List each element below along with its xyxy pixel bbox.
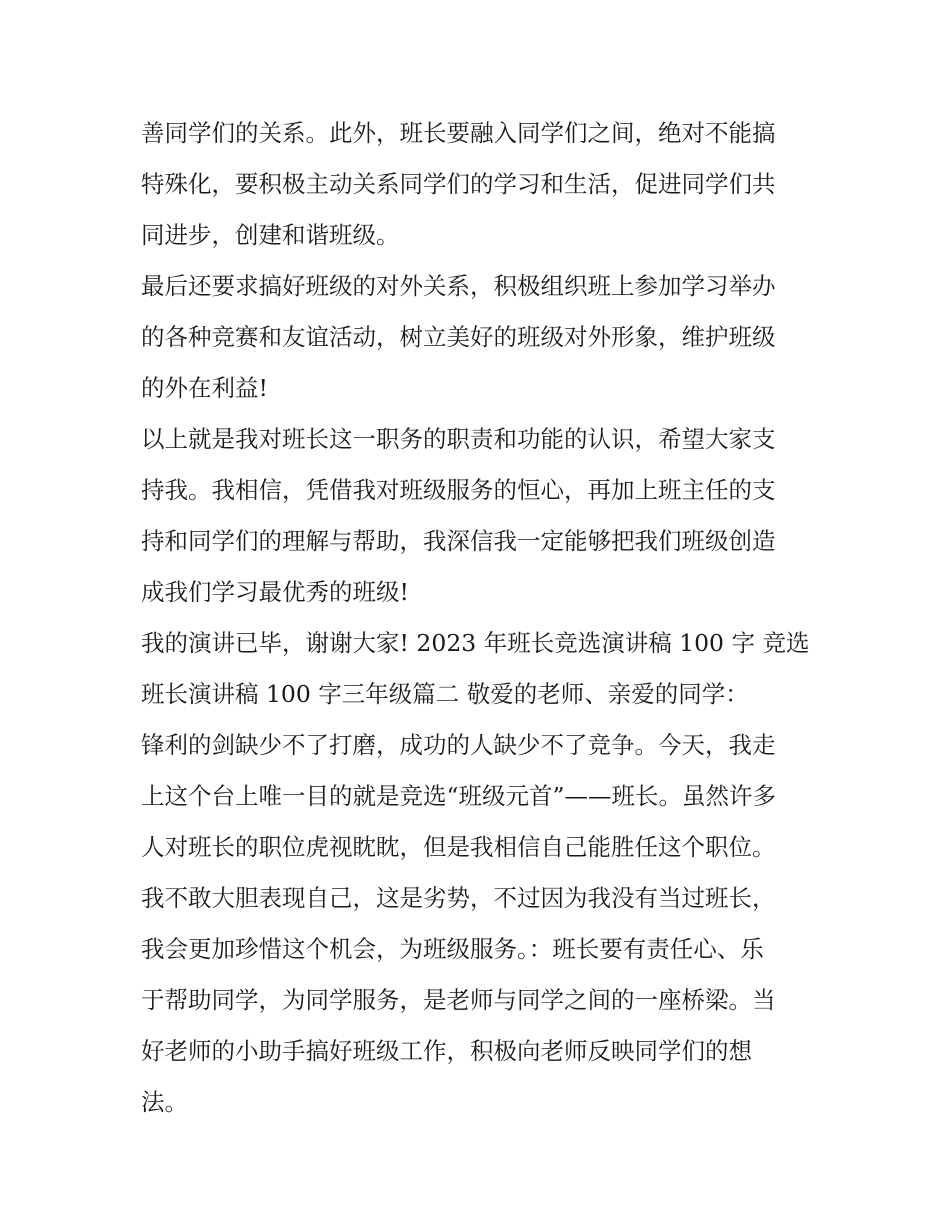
text-line: 班长演讲稿 100 字三年级篇二 敬爱的老师、亲爱的同学： <box>141 680 749 708</box>
text-line: 善同学们的关系。此外，班长要融入同学们之间，绝对不能搞 <box>141 119 776 147</box>
text-line: 人对班长的职位虎视眈眈，但是我相信自己能胜任这个职位。 <box>141 833 776 861</box>
text-line: 我不敢大胆表现自己，这是劣势，不过因为我没有当过班长， <box>141 884 776 912</box>
text-line: 同进步，创建和谐班级。 <box>141 221 400 249</box>
text-line: 法。 <box>141 1088 188 1116</box>
document-body <box>141 108 813 1128</box>
text-line: 我的演讲已毕，谢谢大家! 2023 年班长竞选演讲稿 100 字 竞选 <box>141 629 810 657</box>
text-line: 我会更加珍惜这个机会，为班级服务。：班长要有责任心、乐 <box>141 935 764 963</box>
paragraph-1 <box>141 108 813 261</box>
text-line: 好老师的小助手搞好班级工作，积极向老师反映同学们的想 <box>141 1037 752 1065</box>
text-line: 以上就是我对班长这一职务的职责和功能的认识，希望大家支 <box>141 425 776 453</box>
text-line: 的外在利益! <box>141 374 268 402</box>
text-line: 特殊化，要积极主动关系同学们的学习和生活，促进同学们共 <box>141 170 776 198</box>
text-line: 持我。我相信，凭借我对班级服务的恒心，再加上班主任的支 <box>141 476 776 504</box>
paragraph-4 <box>141 618 813 720</box>
text-line: 成我们学习最优秀的班级! <box>141 578 409 606</box>
text-line: 最后还要求搞好班级的对外关系，积极组织班上参加学习举办 <box>141 272 776 300</box>
text-line: 的各种竞赛和友谊活动，树立美好的班级对外形象，维护班级 <box>141 323 776 351</box>
text-line: 持和同学们的理解与帮助，我深信我一定能够把我们班级创造 <box>141 527 776 555</box>
text-line: 锋利的剑缺少不了打磨，成功的人缺少不了竞争。今天，我走 <box>141 731 776 759</box>
paragraph-3 <box>141 414 813 618</box>
paragraph-5 <box>141 720 813 1128</box>
paragraph-2 <box>141 261 813 414</box>
text-line: 上这个台上唯一目的就是竞选“班级元首”——班长。虽然许多 <box>141 782 777 810</box>
text-line: 于帮助同学，为同学服务，是老师与同学之间的一座桥梁。当 <box>141 986 776 1014</box>
